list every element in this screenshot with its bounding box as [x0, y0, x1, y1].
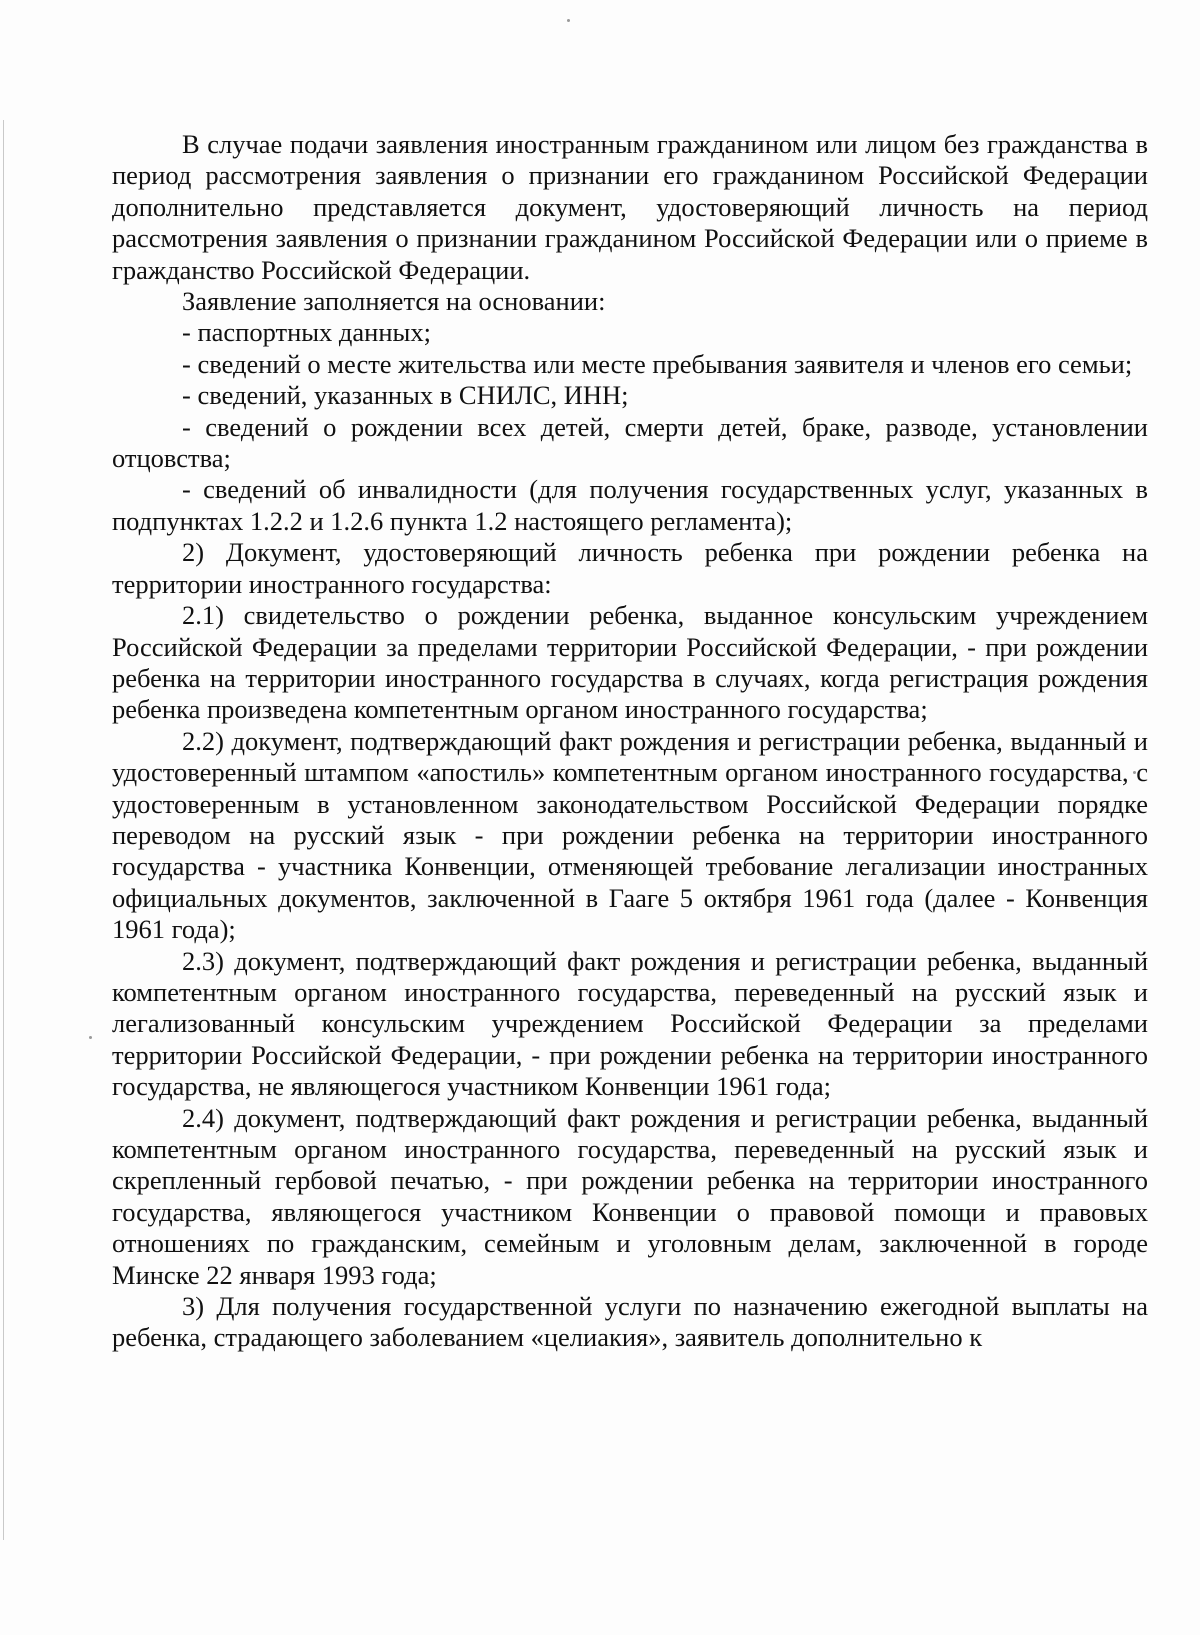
list-item-snils-inn: - сведений, указанных в СНИЛС, ИНН;: [182, 380, 629, 411]
paragraph-item-2-4: 2.4) документ, подтверждающий факт рождения и регистрации ребенка, выданный компетентным органом иностранного государства, переведенный на русский язык и скрепленный гербовой печатью, - при рождении ребенка на территории иностранного государства, являющегося участником Конвенции о правовой помощи и правовых отношениях по гражданским, семейным и уголовным делам, заключенной в городе Минске 22 января 1993 года;: [112, 1102, 1148, 1290]
paragraph-item-3: 3) Для получения государственной услуги по назначению ежегодной выплаты на ребенка, страдающего заболеванием «целиакия», заявитель дополнительно к: [112, 1291, 1148, 1353]
paragraph-foreign-citizen: В случае подачи заявления иностранным гражданином или лицом без гражданства в период рассмотрения заявления о признании его гражданином Российской Федерации дополнительно представляется документ, удостоверяющий личность на период рассмотрения заявления о признании гражданином Российской Федерации или о приеме в гражданство Российской Федерации.: [112, 129, 1148, 285]
paragraph-item-2: 2) Документ, удостоверяющий личность ребенка при рождении ребенка на территории иностранного государства:: [112, 537, 1148, 599]
scan-speck: [567, 19, 570, 22]
paragraph-item-2-1: 2.1) свидетельство о рождении ребенка, выданное консульским учреждением Российской Федерации за пределами территории Российской Федерации, - при рождении ребенка на территории иностранного государства в случаях, когда регистрация рождения ребенка произведена компетентным органом иностранного государства;: [112, 600, 1148, 725]
paragraph-item-2-3: 2.3) документ, подтверждающий факт рождения и регистрации ребенка, выданный компетентным органом иностранного государства, переведенный на русский язык и легализованный консульским учреждением Российской Федерации за пределами территории Российской Федерации, - при рождении ребенка на территории иностранного государства, не являющегося участником Конвенции 1961 года;: [112, 945, 1148, 1102]
list-item-residence: - сведений о месте жительства или месте пребывания заявителя и членов его семьи;: [182, 348, 1133, 379]
scan-speck: [89, 1036, 92, 1039]
scan-edge-line: [3, 120, 4, 1540]
list-item-disability: - сведений об инвалидности (для получения государственных услуг, указанных в подпунктах 1.2.2 и 1.2.6 пункта 1.2 настоящего регламента);: [112, 474, 1148, 536]
paragraph-application-basis: Заявление заполняется на основании:: [182, 286, 606, 317]
paragraph-item-2-2: 2.2) документ, подтверждающий факт рождения и регистрации ребенка, выданный и удостоверенный штампом «апостиль» компетентным органом иностранного государства, с удостоверенным в установленном законодательством Российской Федерации порядке переводом на русский язык - при рождении ребенка на территории иностранного государства - участника Конвенции, отменяющей требование легализации иностранных официальных документов, заключенной в Гааге 5 октября 1961 года (далее - Конвенция 1961 года);: [112, 725, 1148, 945]
document-body: [112, 129, 1148, 1354]
list-item-births-marriages: - сведений о рождении всех детей, смерти детей, браке, разводе, установлении отцовства;: [112, 411, 1148, 474]
list-item-passport-data: - паспортных данных;: [182, 317, 431, 348]
